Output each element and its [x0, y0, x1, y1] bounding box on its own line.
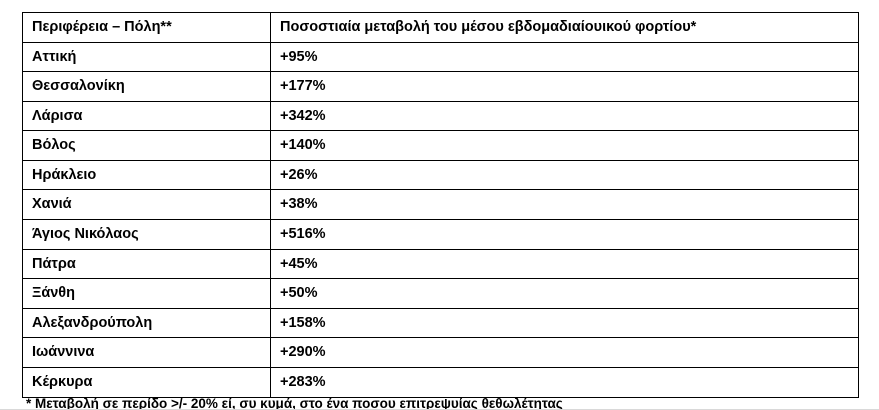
- region-cell: Θεσσαλονίκη: [23, 72, 271, 102]
- column-header-change: Ποσοστιαία μεταβολή του μέσου εβδομαδιαίουικού φορτίου*: [271, 13, 859, 43]
- change-cell: +38%: [271, 190, 859, 220]
- change-cell: +50%: [271, 279, 859, 309]
- change-cell: +342%: [271, 101, 859, 131]
- region-cell: Λάρισα: [23, 101, 271, 131]
- table-row: [23, 160, 859, 190]
- region-cell: Ξάνθη: [23, 279, 271, 309]
- table-footnote: * Μεταβολή σε περίδο >/- 20% εί, συ κυμά, στο ένα ποσου επιτρεψυίας θεθωλέτητας: [26, 396, 563, 410]
- table-row: [23, 338, 859, 368]
- table-row: [23, 367, 859, 397]
- region-cell: Πάτρα: [23, 249, 271, 279]
- table-row: [23, 220, 859, 250]
- region-cell: Αλεξανδρούπολη: [23, 308, 271, 338]
- covid-load-change-table: [22, 12, 859, 398]
- column-header-region: Περιφέρεια – Πόλη**: [23, 13, 271, 43]
- region-cell: Χανιά: [23, 190, 271, 220]
- region-cell: Βόλος: [23, 131, 271, 161]
- change-cell: +158%: [271, 308, 859, 338]
- change-cell: +95%: [271, 42, 859, 72]
- region-cell: Ηράκλειο: [23, 160, 271, 190]
- table-header-row: [23, 13, 859, 43]
- table-row: [23, 308, 859, 338]
- table-row: [23, 131, 859, 161]
- change-cell: +290%: [271, 338, 859, 368]
- change-cell: +283%: [271, 367, 859, 397]
- region-cell: Ιωάννινα: [23, 338, 271, 368]
- table-row: [23, 42, 859, 72]
- change-cell: +140%: [271, 131, 859, 161]
- table-row: [23, 190, 859, 220]
- region-cell: Κέρκυρα: [23, 367, 271, 397]
- change-cell: +45%: [271, 249, 859, 279]
- table-row: [23, 72, 859, 102]
- change-cell: +177%: [271, 72, 859, 102]
- table-row: [23, 279, 859, 309]
- table-row: [23, 249, 859, 279]
- change-cell: +26%: [271, 160, 859, 190]
- table-row: [23, 101, 859, 131]
- region-cell: Άγιος Νικόλαος: [23, 220, 271, 250]
- change-cell: +516%: [271, 220, 859, 250]
- region-cell: Αττική: [23, 42, 271, 72]
